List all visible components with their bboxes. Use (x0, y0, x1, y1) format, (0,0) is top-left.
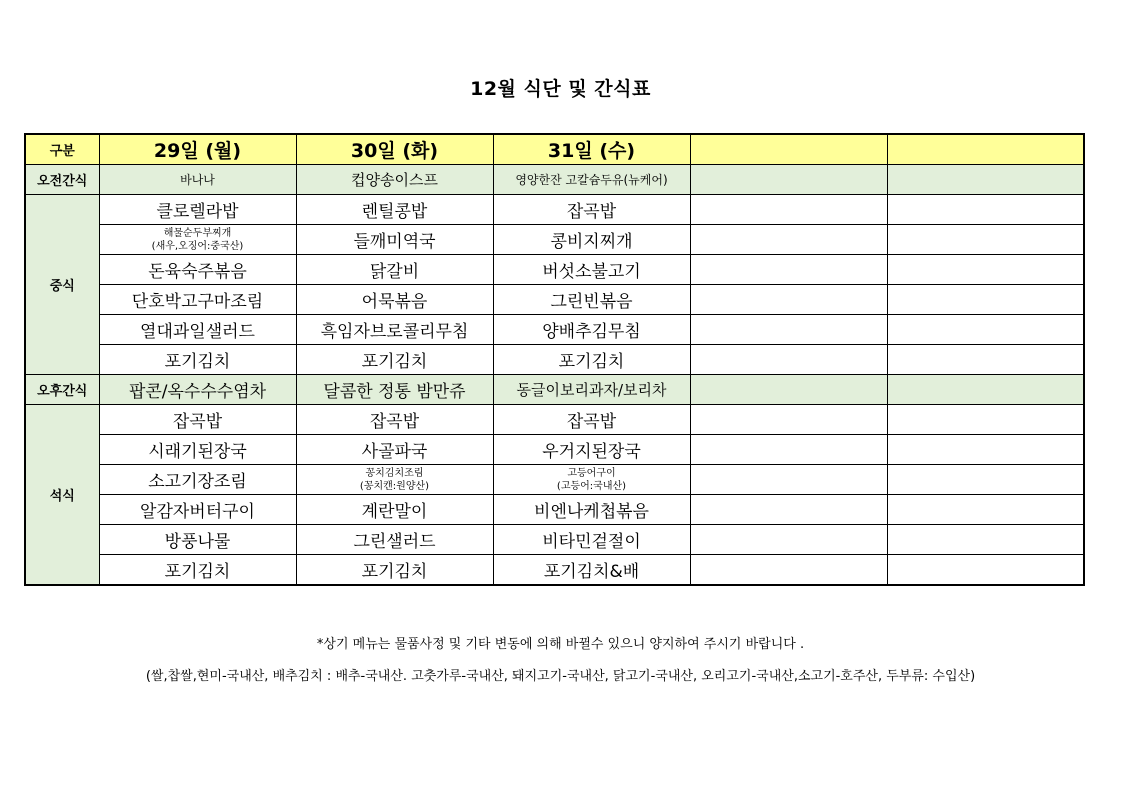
menu-cell (690, 285, 887, 315)
menu-cell (690, 405, 887, 435)
menu-cell: 돈육숙주볶음 (99, 255, 296, 285)
menu-cell: 알감자버터구이 (99, 495, 296, 525)
menu-cell (690, 495, 887, 525)
menu-cell (887, 405, 1084, 435)
menu-cell-two-line (493, 465, 690, 495)
menu-cell (690, 345, 887, 375)
menu-cell: 비타민겉절이 (493, 525, 690, 555)
menu-cell: 닭갈비 (296, 255, 493, 285)
menu-cell (690, 465, 887, 495)
menu-item-name: 꽁치김치조림 (365, 467, 424, 479)
menu-cell: 잡곡밥 (99, 405, 296, 435)
menu-cell: 비엔나케첩볶음 (493, 495, 690, 525)
header-row (25, 134, 1084, 165)
dinner-row (25, 465, 1084, 495)
menu-cell: 팝콘/옥수수수염차 (99, 375, 296, 405)
menu-cell: 컵양송이스프 (296, 165, 493, 195)
day-header (887, 134, 1084, 165)
menu-cell (690, 525, 887, 555)
menu-cell (690, 165, 887, 195)
afternoon-snack-row (25, 375, 1084, 405)
category-label-afternoon-snack: 오후간식 (25, 375, 99, 405)
lunch-row (25, 315, 1084, 345)
meal-table (24, 133, 1085, 586)
menu-cell (887, 315, 1084, 345)
menu-cell: 영양한잔 고칼슘두유(뉴케어) (493, 165, 690, 195)
day-header: 30일 (화) (296, 134, 493, 165)
lunch-row (25, 255, 1084, 285)
dinner-row (25, 405, 1084, 435)
morning-snack-row (25, 165, 1084, 195)
header-label: 구분 (25, 134, 99, 165)
menu-cell-two-line (99, 225, 296, 255)
category-label-morning-snack: 오전간식 (25, 165, 99, 195)
menu-cell: 열대과일샐러드 (99, 315, 296, 345)
origin-notice-text: (쌀,찹쌀,현미-국내산, 배추김치 : 배추-국내산. 고춧가루-국내산, 돼지고기-국내산, 닭고기-국내산, 오리고기-국내산,소고기-호주산, 두부류: 수입산) (145, 669, 976, 684)
menu-cell: 동글이보리과자/보리차 (493, 375, 690, 405)
menu-cell (887, 285, 1084, 315)
menu-cell: 방풍나물 (99, 525, 296, 555)
menu-item-name: 해물순두부찌개 (163, 227, 232, 239)
menu-item-origin: (새우,오징어:중국산) (151, 240, 244, 252)
menu-cell: 바나나 (99, 165, 296, 195)
menu-cell: 콩비지찌개 (493, 225, 690, 255)
day-header: 31일 (수) (493, 134, 690, 165)
menu-cell: 흑임자브로콜리무침 (296, 315, 493, 345)
dinner-row (25, 555, 1084, 586)
menu-cell (887, 345, 1084, 375)
menu-cell (887, 525, 1084, 555)
menu-cell (690, 435, 887, 465)
menu-cell: 양배추김무침 (493, 315, 690, 345)
menu-cell (887, 375, 1084, 405)
menu-cell: 어묵볶음 (296, 285, 493, 315)
category-label-dinner: 석식 (25, 405, 99, 586)
menu-cell: 포기김치 (296, 555, 493, 586)
menu-item-origin: (고등어:국내산) (556, 480, 627, 492)
menu-cell: 렌틸콩밥 (296, 195, 493, 225)
menu-cell (887, 165, 1084, 195)
menu-cell (690, 315, 887, 345)
menu-cell: 그린샐러드 (296, 525, 493, 555)
menu-cell (887, 255, 1084, 285)
page-title: 12월 식단 및 간식표 (470, 78, 651, 100)
menu-cell (887, 495, 1084, 525)
menu-cell: 잡곡밥 (493, 195, 690, 225)
dinner-row (25, 435, 1084, 465)
menu-cell: 시래기된장국 (99, 435, 296, 465)
menu-cell: 클로렐라밥 (99, 195, 296, 225)
menu-cell: 포기김치 (99, 345, 296, 375)
category-label-lunch: 중식 (25, 195, 99, 375)
menu-cell: 단호박고구마조림 (99, 285, 296, 315)
menu-item-name: 고등어구이 (567, 467, 616, 479)
dinner-row (25, 525, 1084, 555)
menu-cell: 포기김치 (493, 345, 690, 375)
menu-cell (690, 225, 887, 255)
menu-cell: 우거지된장국 (493, 435, 690, 465)
lunch-row (25, 345, 1084, 375)
menu-cell (887, 225, 1084, 255)
menu-cell (690, 255, 887, 285)
lunch-row (25, 285, 1084, 315)
menu-item-origin: (꽁치캔:원양산) (359, 480, 430, 492)
lunch-row (25, 225, 1084, 255)
menu-cell (690, 375, 887, 405)
menu-cell (690, 555, 887, 586)
menu-cell: 포기김치 (99, 555, 296, 586)
menu-cell (690, 195, 887, 225)
dinner-row (25, 495, 1084, 525)
notice-text: *상기 메뉴는 물품사정 및 기타 변동에 의해 바뀔수 있으니 양지하여 주시기 바랍니다 . (316, 637, 805, 652)
lunch-row (25, 195, 1084, 225)
menu-cell: 달콤한 정통 밤만쥬 (296, 375, 493, 405)
menu-cell: 소고기장조림 (99, 465, 296, 495)
menu-cell-two-line (296, 465, 493, 495)
menu-cell: 그린빈볶음 (493, 285, 690, 315)
menu-cell: 포기김치&배 (493, 555, 690, 586)
menu-cell: 잡곡밥 (296, 405, 493, 435)
menu-cell (887, 195, 1084, 225)
menu-cell: 잡곡밥 (493, 405, 690, 435)
day-header: 29일 (월) (99, 134, 296, 165)
menu-cell: 포기김치 (296, 345, 493, 375)
menu-cell (887, 435, 1084, 465)
menu-cell (887, 555, 1084, 586)
day-header (690, 134, 887, 165)
menu-cell: 사골파국 (296, 435, 493, 465)
menu-cell: 들깨미역국 (296, 225, 493, 255)
menu-cell: 계란말이 (296, 495, 493, 525)
menu-cell (887, 465, 1084, 495)
menu-cell: 버섯소불고기 (493, 255, 690, 285)
